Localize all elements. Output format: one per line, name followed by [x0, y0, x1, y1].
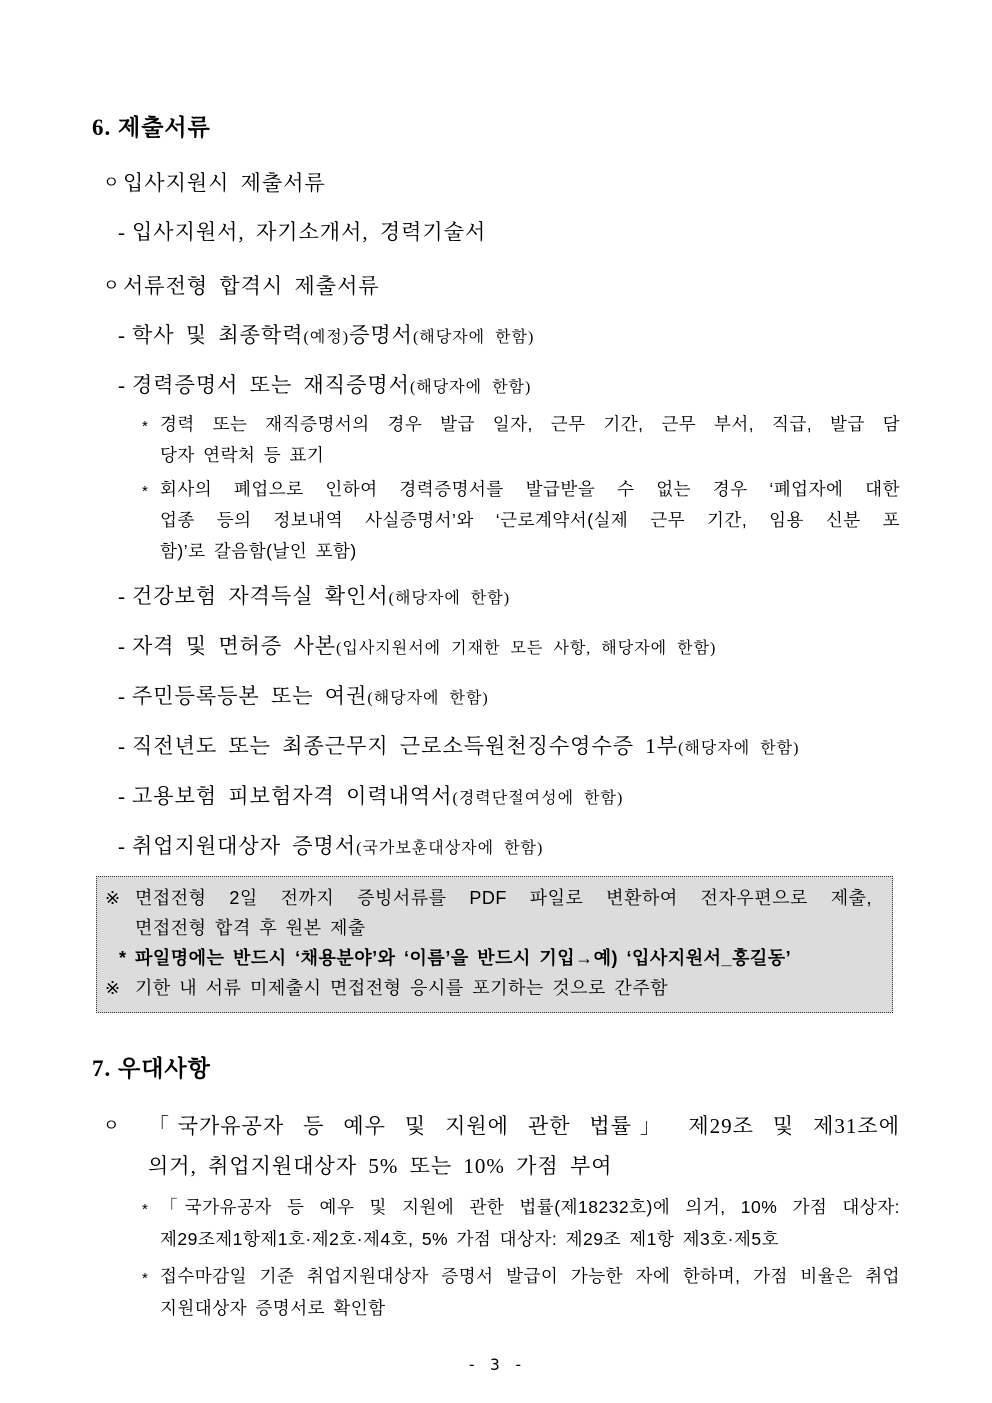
text-segment: 지원대상자 증명서로 확인함 — [160, 1298, 386, 1318]
bullet-marker: * — [142, 1270, 149, 1287]
line-text — [135, 948, 791, 968]
text-segment: 제29조제1항제1호·제2호·제4호, 5% 가점 대상자: 제29조 제1항 제3호·제5호 — [160, 1229, 780, 1249]
text-segment: 회사의 폐업으로 인하여 경력증명서를 발급받을 수 없는 경우 ‘폐업자에 대한 — [160, 479, 900, 499]
line-text — [160, 445, 324, 465]
line-text — [123, 274, 380, 298]
text-line — [0, 631, 900, 664]
line-text — [160, 541, 357, 561]
text-segment: 주민등록등본 또는 여권 — [132, 684, 368, 708]
line-text — [132, 373, 531, 397]
text-line — [0, 217, 900, 247]
text-line — [97, 945, 872, 972]
text-segment: (해당자에 한함) — [678, 740, 800, 757]
text-line — [97, 885, 872, 912]
line-text — [160, 508, 900, 533]
text-line — [0, 1296, 900, 1321]
line-text — [160, 477, 900, 502]
text-segment: 면접전형 합격 후 원본 제출 — [135, 918, 366, 938]
bullet-marker: - — [118, 834, 126, 858]
bullet-marker: - — [118, 734, 126, 758]
text-line — [0, 477, 900, 502]
text-line — [0, 1149, 900, 1183]
line-text — [160, 1298, 386, 1318]
text-segment: 경력증명서 또는 재직증명서 — [132, 373, 410, 397]
text-line — [0, 443, 900, 468]
line-text — [132, 584, 510, 608]
line-text — [132, 734, 799, 758]
bullet-marker: * — [119, 948, 127, 968]
text-line — [0, 731, 900, 764]
text-line — [0, 781, 900, 814]
page-number: - 3 - — [466, 1355, 526, 1374]
text-line — [0, 1109, 900, 1143]
text-segment: (입사지원서에 기재한 모든 사항, 해당자에 한함) — [336, 640, 717, 657]
line-text — [148, 1109, 900, 1143]
line-text — [160, 412, 900, 437]
text-segment: 증명서 — [349, 323, 413, 347]
text-segment: 함)’로 갈음함(날인 포함) — [160, 541, 357, 561]
line-text — [132, 323, 534, 347]
line-text — [160, 1264, 900, 1289]
line-text — [135, 885, 872, 912]
notice-box — [96, 876, 893, 1013]
text-line — [0, 412, 900, 437]
bullet-marker: - — [118, 220, 126, 244]
text-line — [0, 1195, 900, 1220]
bullet-marker: ㅇ — [103, 1116, 121, 1135]
bullet-marker: * — [142, 1201, 149, 1218]
text-segment: (경력단절여성에 한함) — [452, 790, 624, 807]
line-text — [148, 1154, 613, 1178]
text-segment: (해당자에 한함) — [367, 690, 489, 707]
bullet-marker: - — [118, 634, 126, 658]
text-segment: 경력 또는 재직증명서의 경우 발급 일자, 근무 기간, 근무 부서, 직급, 발급 담 — [160, 414, 900, 434]
bullet-marker: - — [118, 784, 126, 808]
text-line — [0, 320, 900, 353]
text-segment: (해당자에 한함) — [409, 379, 532, 396]
text-segment: (예정) — [303, 329, 350, 346]
line-text — [132, 220, 486, 244]
text-segment: 면접전형 2일 전까지 증빙서류를 PDF 파일로 변환하여 전자우편으로 제출, — [135, 888, 872, 908]
bullet-marker: ※ — [105, 978, 121, 998]
section-submission-documents — [0, 166, 992, 864]
text-line — [0, 1227, 900, 1252]
line-text — [135, 918, 366, 938]
line-text — [132, 834, 543, 858]
text-segment: 서류전형 합격시 제출서류 — [123, 274, 380, 298]
bullet-marker: - — [118, 584, 126, 608]
line-text — [160, 1195, 900, 1220]
text-segment: 학사 및 최종학력 — [132, 323, 304, 347]
text-segment: (국가보훈대상자에 한함) — [356, 840, 544, 857]
text-segment: 입사지원시 제출서류 — [123, 171, 326, 195]
text-segment: 자격 및 면허증 사본 — [132, 634, 337, 658]
section-7-heading: 7. 우대사항 — [92, 1056, 211, 1081]
text-line — [0, 539, 900, 564]
text-segment: 취업지원대상자 증명서 — [132, 834, 357, 858]
text-segment: 건강보험 자격득실 확인서 — [132, 584, 389, 608]
text-line — [0, 508, 900, 533]
section-6-heading: 6. 제출서류 — [92, 115, 211, 140]
text-line — [97, 915, 872, 942]
text-line — [97, 975, 872, 1002]
bullet-marker: ※ — [105, 888, 121, 908]
text-segment: 기한 내 서류 미제출시 면접전형 응시를 포기하는 것으로 간주함 — [135, 978, 669, 998]
bullet-marker: ㅇ — [103, 173, 121, 192]
line-text — [135, 978, 668, 998]
text-line — [0, 370, 900, 403]
text-line — [0, 166, 900, 200]
text-segment: 입사지원서, 자기소개서, 경력기술서 — [132, 220, 487, 244]
line-text — [123, 171, 326, 195]
bullet-marker: * — [142, 483, 149, 500]
text-segment: (해당자에 한함) — [412, 329, 535, 346]
bullet-marker: ㅇ — [103, 276, 121, 295]
bullet-marker: - — [118, 373, 126, 397]
text-segment: 고용보험 피보험자격 이력내역서 — [132, 784, 453, 808]
line-text — [132, 784, 623, 808]
section-preferential-treatment — [0, 1109, 992, 1321]
bullet-marker: - — [118, 323, 126, 347]
text-segment: 파일명에는 반드시 ‘채용분야’와 ‘이름’을 반드시 기입→예) ‘입사지원서_홍길동’ — [135, 948, 792, 968]
text-segment: (해당자에 한함) — [388, 590, 511, 607]
text-line — [0, 581, 900, 614]
bullet-marker: * — [142, 418, 149, 435]
text-segment: 「국가유공자 등 예우 및 지원에 관한 법률」 제29조 및 제31조에 — [148, 1114, 900, 1138]
text-segment: 접수마감일 기준 취업지원대상자 증명서 발급이 가능한 자에 한하며, 가점 비율은 취업 — [160, 1266, 900, 1286]
line-text — [132, 634, 716, 658]
bullet-marker: - — [118, 684, 126, 708]
text-segment: 당자 연락처 등 표기 — [160, 445, 325, 465]
line-text — [160, 1229, 779, 1249]
text-segment: 「국가유공자 등 예우 및 지원에 관한 법률(제18232호)에 의거, 10% 가점 대상자: — [160, 1197, 900, 1217]
line-text — [132, 684, 489, 708]
text-line — [0, 831, 900, 864]
text-line — [0, 1264, 900, 1289]
text-segment: 업종 등의 정보내역 사실증명서’와 ‘근로계약서(실제 근무 기간, 임용 신분 포 — [160, 510, 900, 530]
text-segment: 의거, 취업지원대상자 5% 또는 10% 가점 부여 — [148, 1154, 613, 1178]
text-line — [0, 269, 900, 303]
text-line — [0, 681, 900, 714]
text-segment: 직전년도 또는 최종근무지 근로소득원천징수영수증 1부 — [132, 734, 679, 758]
